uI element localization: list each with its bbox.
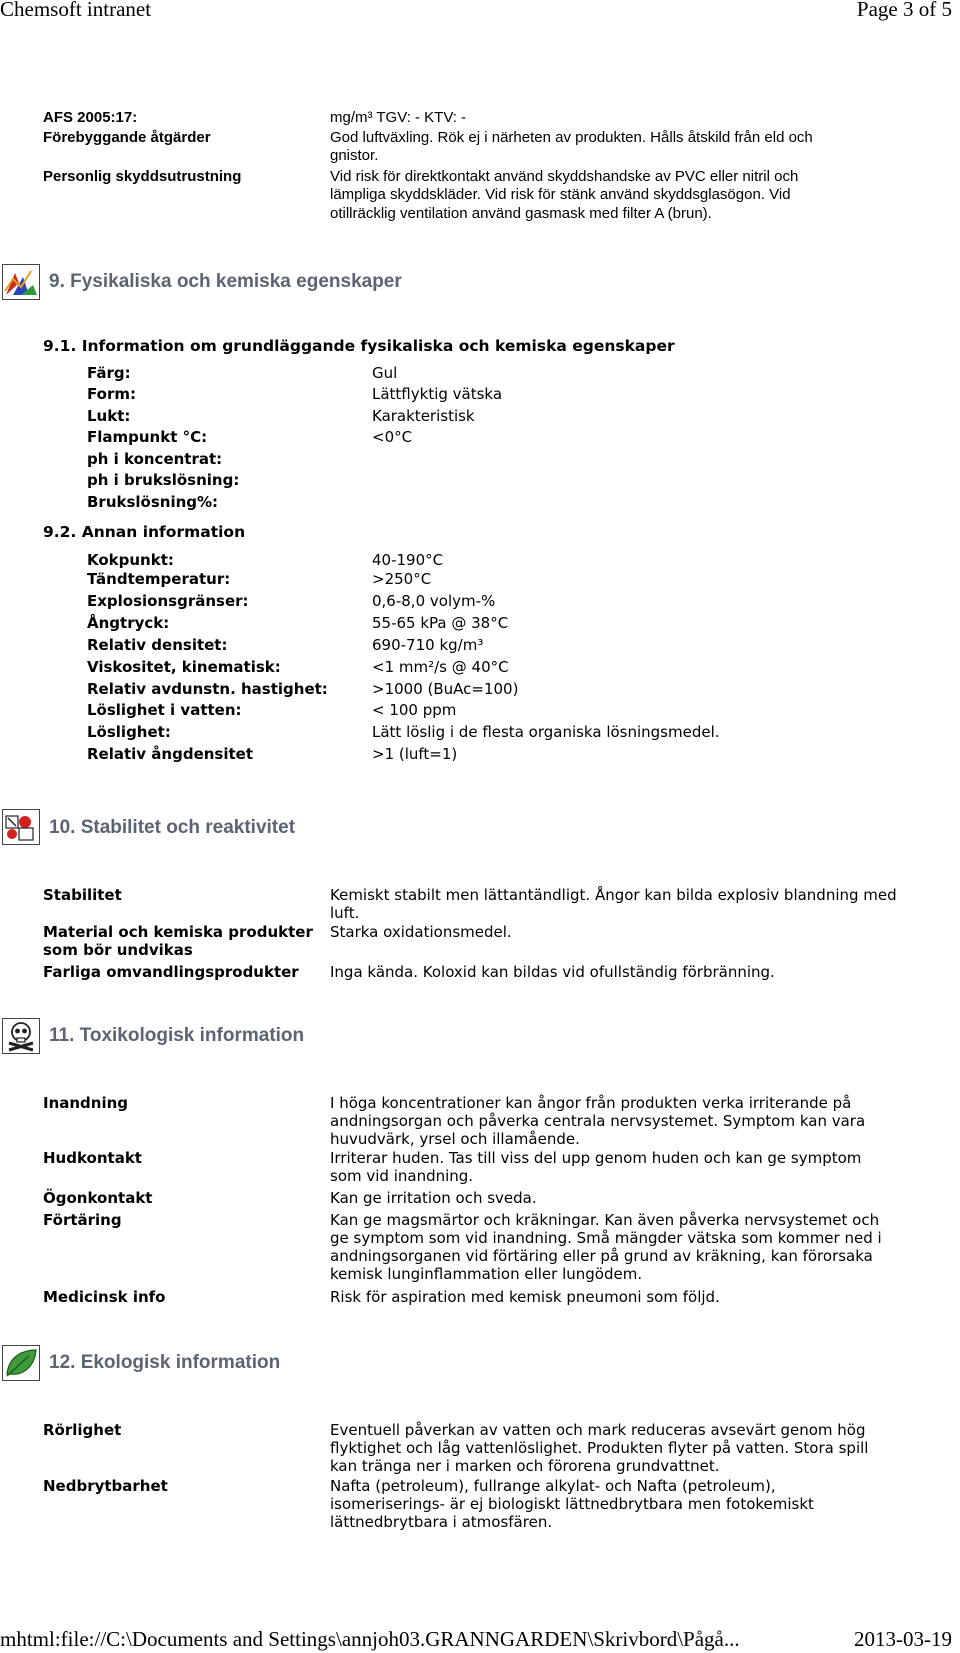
skin-contact-label: Hudkontakt [43, 1149, 142, 1167]
prop-label-vapor-density: Relativ ångdensitet [87, 745, 254, 763]
section9-2-title: 9.2. Annan information [43, 523, 246, 541]
prop-value-odor: Karakteristisk [372, 407, 475, 425]
prop-value-density: 690-710 kg/m³ [372, 636, 484, 654]
footer-date: 2013-03-19 [854, 1627, 952, 1651]
mobility-line-2: flyktighet och låg vattenlöslighet. Produkten flyter på vatten. Stora spill [330, 1439, 869, 1457]
ppe-line-2: lämpliga skyddskläder. Vid risk för stänk använd skyddsglasögon. Vid [330, 186, 791, 203]
preventive-measures-label: Förebyggande åtgärder [43, 129, 211, 146]
avoid-materials-label-2: som bör undvikas [43, 941, 193, 959]
inhalation-line-1: I höga koncentrationer kan ångor från produkten verka irriterande på [330, 1094, 852, 1112]
ingestion-label: Förtäring [43, 1211, 122, 1229]
mobility-line-3: kan tränga ner i marken och förorena grundvattnet. [330, 1457, 720, 1475]
prop-value-form: Lättflyktig vätska [372, 385, 503, 403]
section10-title: 10. Stabilitet och reaktivitet [49, 817, 296, 838]
ppe-label: Personlig skyddsutrustning [43, 168, 242, 185]
inhalation-label: Inandning [43, 1094, 129, 1112]
prop-label-solubility: Löslighet: [87, 723, 171, 741]
prop-label-explosion: Explosionsgränser: [87, 592, 249, 610]
decomposition-value: Inga kända. Koloxid kan bildas vid ofullständig förbränning. [330, 963, 775, 981]
degradability-line-2: isomeriserings- är ej biologiskt lättnedbrytbara men fotokemiskt [330, 1495, 814, 1513]
prop-value-explosion: 0,6-8,0 volym-% [372, 592, 496, 610]
skin-contact-line-1: Irriterar huden. Tas till viss del upp genom huden och kan ge symptom [330, 1149, 862, 1167]
prop-value-color: Gul [372, 364, 398, 382]
reactivity-icon [2, 809, 40, 845]
prop-label-vapor-pressure: Ångtryck: [87, 614, 170, 632]
skull-crossbones-icon [2, 1018, 40, 1054]
section12-title: 12. Ekologisk information [49, 1352, 281, 1373]
prop-label-ignition: Tändtemperatur: [87, 570, 231, 588]
ingestion-line-3: andningsorganen vid förtäring eller på grund av kräkning, kan förorsaka [330, 1247, 873, 1265]
prop-value-solubility: Lätt löslig i de flesta organiska lösningsmedel. [372, 723, 720, 741]
prop-value-flashpoint: <0°C [372, 428, 413, 446]
avoid-materials-value: Starka oxidationsmedel. [330, 923, 512, 941]
prop-label-evaporation: Relativ avdunstn. hastighet: [87, 680, 328, 698]
prop-label-odor: Lukt: [87, 407, 131, 425]
prop-value-water-solubility: < 100 ppm [372, 701, 457, 719]
section9-1-title: 9.1. Information om grundläggande fysikaliska och kemiska egenskaper [43, 337, 675, 355]
leaf-icon [2, 1345, 40, 1381]
degradability-line-3: lättnedbrytbara i atmosfären. [330, 1513, 553, 1531]
stability-line-2: luft. [330, 904, 360, 922]
ingestion-line-2: ge symptom som vid inandning. Små mängder vätska som kommer ned i [330, 1229, 882, 1247]
prop-label-ph-solution: ph i brukslösning: [87, 471, 240, 489]
prop-label-boiling: Kokpunkt: [87, 551, 174, 569]
prop-value-ignition: >250°C [372, 570, 432, 588]
prop-label-solution-percent: Brukslösning%: [87, 493, 219, 511]
stability-line-1: Kemiskt stabilt men lättantändligt. Ångor kan bilda explosiv blandning med [330, 886, 897, 904]
preventive-measures-line-1: God luftväxling. Rök ej i närheten av produkten. Hålls åtskild från eld och [330, 129, 813, 146]
footer-file-path: mhtml:file://C:\Documents and Settings\annjoh03.GRANNGARDEN\Skrivbord\Pågå... [0, 1627, 740, 1651]
ppe-line-1: Vid risk för direktkontakt använd skyddshandske av PVC eller nitril och [330, 168, 799, 185]
prop-value-evaporation: >1000 (BuAc=100) [372, 680, 519, 698]
mobility-label: Rörlighet [43, 1421, 122, 1439]
section11-title: 11. Toxikologisk information [49, 1025, 305, 1046]
preventive-measures-line-2: gnistor. [330, 147, 379, 164]
afs-label: AFS 2005:17: [43, 109, 138, 126]
prop-label-color: Färg: [87, 364, 131, 382]
ingestion-line-1: Kan ge magsmärtor och kräkningar. Kan även påverka nervsystemet och [330, 1211, 880, 1229]
afs-value: mg/m³ TGV: - KTV: - [330, 109, 467, 126]
prop-value-vapor-pressure: 55-65 kPa @ 38°C [372, 614, 509, 632]
medical-info-label: Medicinsk info [43, 1288, 166, 1306]
prop-label-form: Form: [87, 385, 136, 403]
stability-label: Stabilitet [43, 886, 122, 904]
prop-label-water-solubility: Löslighet i vatten: [87, 701, 242, 719]
prop-value-viscosity: <1 mm²/s @ 40°C [372, 658, 509, 676]
avoid-materials-label-1: Material och kemiska produkter [43, 923, 313, 941]
inhalation-line-2: andningsorgan och påverka centrala nervsystemet. Symptom kan vara [330, 1112, 866, 1130]
ppe-line-3: otillräcklig ventilation använd gasmask med filter A (brun). [330, 205, 712, 222]
eye-contact-value: Kan ge irritation och sveda. [330, 1189, 537, 1207]
header-site-title: Chemsoft intranet [0, 0, 152, 21]
decomposition-label: Farliga omvandlingsprodukter [43, 963, 299, 981]
degradability-line-1: Nafta (petroleum), fullrange alkylat- och Nafta (petroleum), [330, 1477, 776, 1495]
inhalation-line-3: huvudvärk, yrsel och illamående. [330, 1130, 580, 1148]
prop-value-boiling: 40-190°C [372, 551, 444, 569]
prop-label-viscosity: Viskositet, kinematisk: [87, 658, 281, 676]
eye-contact-label: Ögonkontakt [43, 1189, 153, 1207]
prop-label-flashpoint: Flampunkt °C: [87, 428, 208, 446]
medical-info-value: Risk för aspiration med kemisk pneumoni som följd. [330, 1288, 720, 1306]
prop-value-vapor-density: >1 (luft=1) [372, 745, 458, 763]
mobility-line-1: Eventuell påverkan av vatten och mark reduceras avsevärt genom hög [330, 1421, 866, 1439]
ingestion-line-4: kemisk lunginflammation eller lungödem. [330, 1265, 643, 1283]
header-page-number: Page 3 of 5 [856, 0, 952, 21]
flask-chart-icon [2, 264, 40, 300]
degradability-label: Nedbrytbarhet [43, 1477, 168, 1495]
section9-title: 9. Fysikaliska och kemiska egenskaper [49, 271, 402, 292]
prop-label-density: Relativ densitet: [87, 636, 228, 654]
skin-contact-line-2: som vid inandning. [330, 1167, 474, 1185]
prop-label-ph-concentrate: ph i koncentrat: [87, 450, 223, 468]
